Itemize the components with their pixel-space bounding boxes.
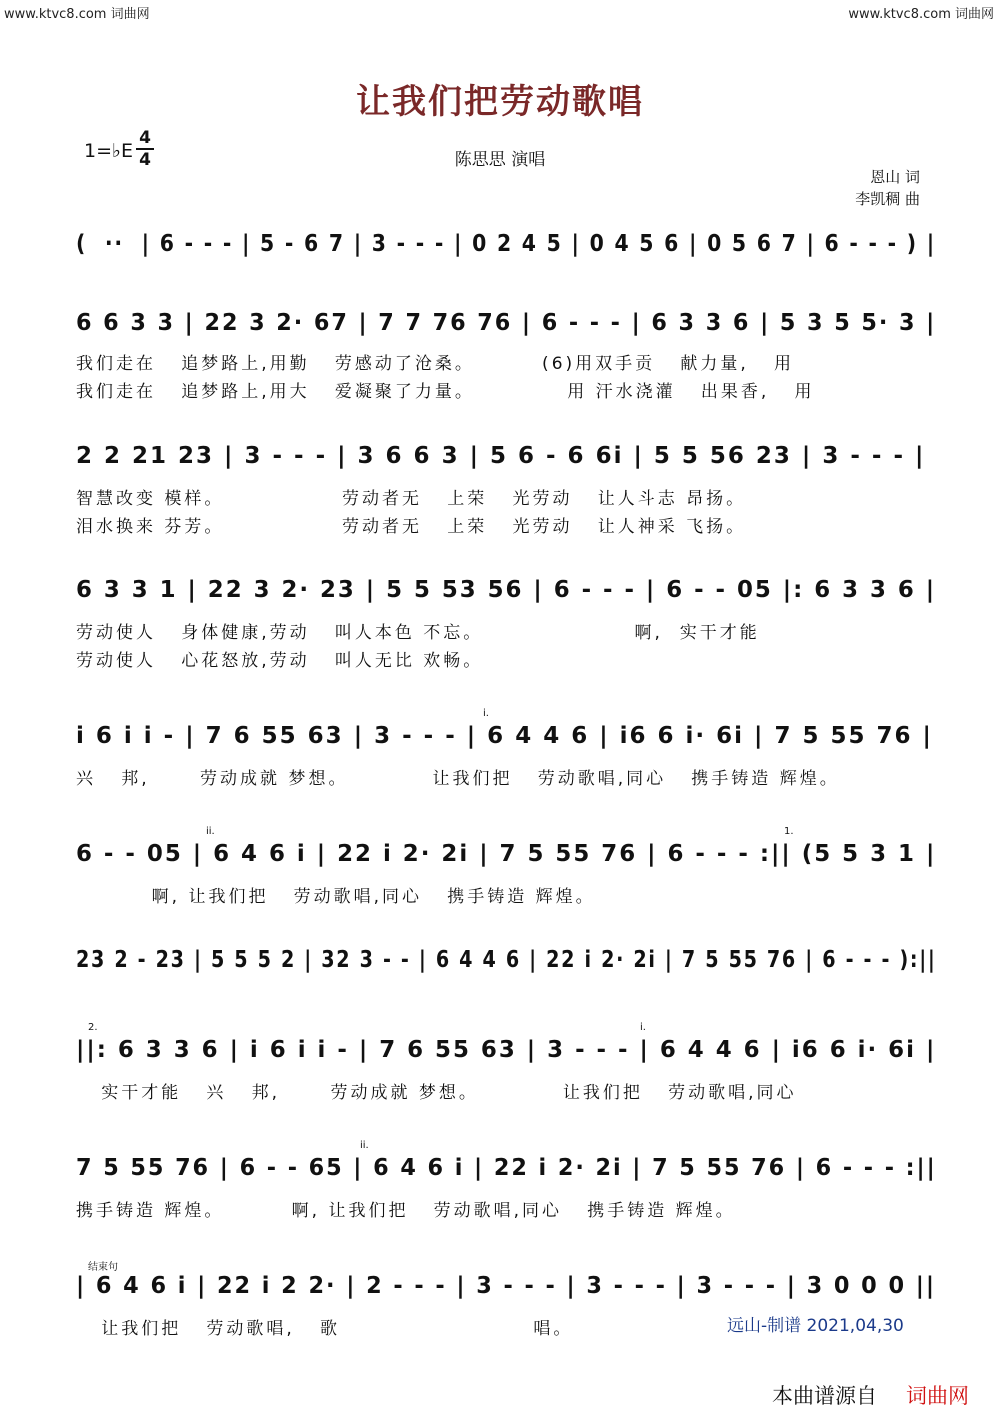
key-signature: 1=♭E (84, 140, 133, 162)
score-system-7 (70, 944, 935, 976)
performer: 陈思思 演唱 (454, 150, 546, 170)
ending-2-label: 2. (88, 1022, 98, 1033)
notation-line: 6 - - 05 | 6 4 6 i | 22 i 2· 2i | 7 5 55 76 | 6 - - - :|| (5 5 3 1 | (76, 841, 937, 867)
lyric-verse-2: 劳动使人 心花怒放,劳动 叫人无比 欢畅。 (76, 651, 484, 671)
volta-i-label: i. (483, 708, 489, 719)
lyric-line: 携手铸造 辉煌。 啊, 让我们把 劳动歌唱,同心 携手铸造 辉煌。 (76, 1201, 736, 1221)
notation-line: | 6 4 6 i | 22 i 2 2· | 2 - - - | 3 - - - | 3 - - - | 3 - - - | 3 0 0 0 || (76, 1273, 937, 1299)
score-system-2 (70, 307, 937, 402)
score-system-9 (70, 1140, 937, 1221)
arranger-credit: 远山-制谱 2021,04,30 (727, 1316, 904, 1336)
lyric-verse-2: 泪水换来 芬芳。 劳动者无 上荣 光劳动 让人神采 飞扬。 (76, 517, 747, 537)
ending-1-label: 1. (784, 826, 794, 837)
song-title: 让我们把劳动歌唱 (356, 82, 644, 122)
notation-line: 6 6 3 3 | 22 3 2· 67 | 7 7 76 76 | 6 - - - | 6 3 3 6 | 5 3 5 5· 3 | (76, 310, 937, 336)
volta-ii-label-2: ii. (360, 1140, 369, 1151)
notation-line: 6 3 3 1 | 22 3 2· 23 | 5 5 53 56 | 6 - - - | 6 - - 05 |: 6 3 3 6 | (76, 577, 937, 603)
notation-line: 2 2 21 23 | 3 - - - | 3 6 6 3 | 5 6 - 6 6i | 5 5 56 23 | 3 - - - | (76, 443, 926, 469)
site-logo: 词曲网 (906, 1384, 969, 1408)
score-system-4 (70, 574, 937, 671)
lyric-verse-1: 智慧改变 模样。 劳动者无 上荣 光劳动 让人斗志 昂扬。 (76, 489, 747, 509)
notation-line: 23 2 - 23 | 5 5 5 2 | 32 3 - - | 6 4 4 6 | 22 i 2· 2i | 7 5 55 76 | 6 - - - ):|| (76, 947, 937, 973)
lyric-line: 让我们把 劳动歌唱, 歌 唱。 (76, 1319, 574, 1339)
watermark-left: www.ktvc8.com 词曲网 (4, 7, 150, 22)
lyric-line: 实干才能 兴 邦, 劳动成就 梦想。 让我们把 劳动歌唱,同心 (76, 1083, 797, 1103)
notation-line: 7 5 55 76 | 6 - - 65 | 6 4 6 i | 22 i 2· 2i | 7 5 55 76 | 6 - - - :|| (76, 1155, 937, 1181)
lyric-line: 兴 邦, 劳动成就 梦想。 让我们把 劳动歌唱,同心 携手铸造 辉煌。 (76, 769, 840, 789)
source-label: 本曲谱源自 (772, 1384, 877, 1408)
volta-ii-label: ii. (206, 826, 215, 837)
score-system-3 (70, 440, 935, 537)
composer: 李凯稠 曲 (855, 190, 920, 208)
coda-label: 结束句 (88, 1262, 118, 1273)
lyric-line: 啊, 让我们把 劳动歌唱,同心 携手铸造 辉煌。 (76, 887, 596, 907)
score-system-5 (70, 708, 935, 789)
score-system-1 (70, 228, 935, 260)
notation-line: i 6 i i - | 7 6 55 63 | 3 - - - | 6 4 4 6 | i6 6 i· 6i | 7 5 55 76 | (76, 723, 933, 749)
lyric-verse-1: 劳动使人 身体健康,劳动 叫人本色 不忘。 啊, 实干才能 (76, 623, 760, 643)
watermark-right: www.ktvc8.com 词曲网 (848, 7, 994, 22)
volta-i-label-2: i. (640, 1022, 646, 1033)
notation-line: ( ·· | 6 - - - | 5 - 6 7 | 3 - - - | 0 2 4 5 | 0 4 5 6 | 0 5 6 7 | 6 - - - ) | (76, 231, 936, 257)
notation-line: ||: 6 3 3 6 | i 6 i i - | 7 6 55 63 | 3 - - - | 6 4 4 6 | i6 6 i· 6i | (76, 1037, 937, 1063)
score-system-6 (70, 826, 937, 907)
time-signature-top: 4 (139, 128, 151, 148)
score-system-8 (70, 1022, 937, 1103)
lyric-verse-2: 我们走在 追梦路上,用大 爱凝聚了力量。 用 汗水浇灌 出果香, 用 (76, 382, 815, 402)
lyric-verse-1: 我们走在 追梦路上,用勤 劳感动了沧桑。 (6)用双手贡 献力量, 用 (76, 354, 794, 374)
lyricist: 恩山 词 (870, 168, 920, 186)
time-signature-bottom: 4 (139, 150, 151, 170)
